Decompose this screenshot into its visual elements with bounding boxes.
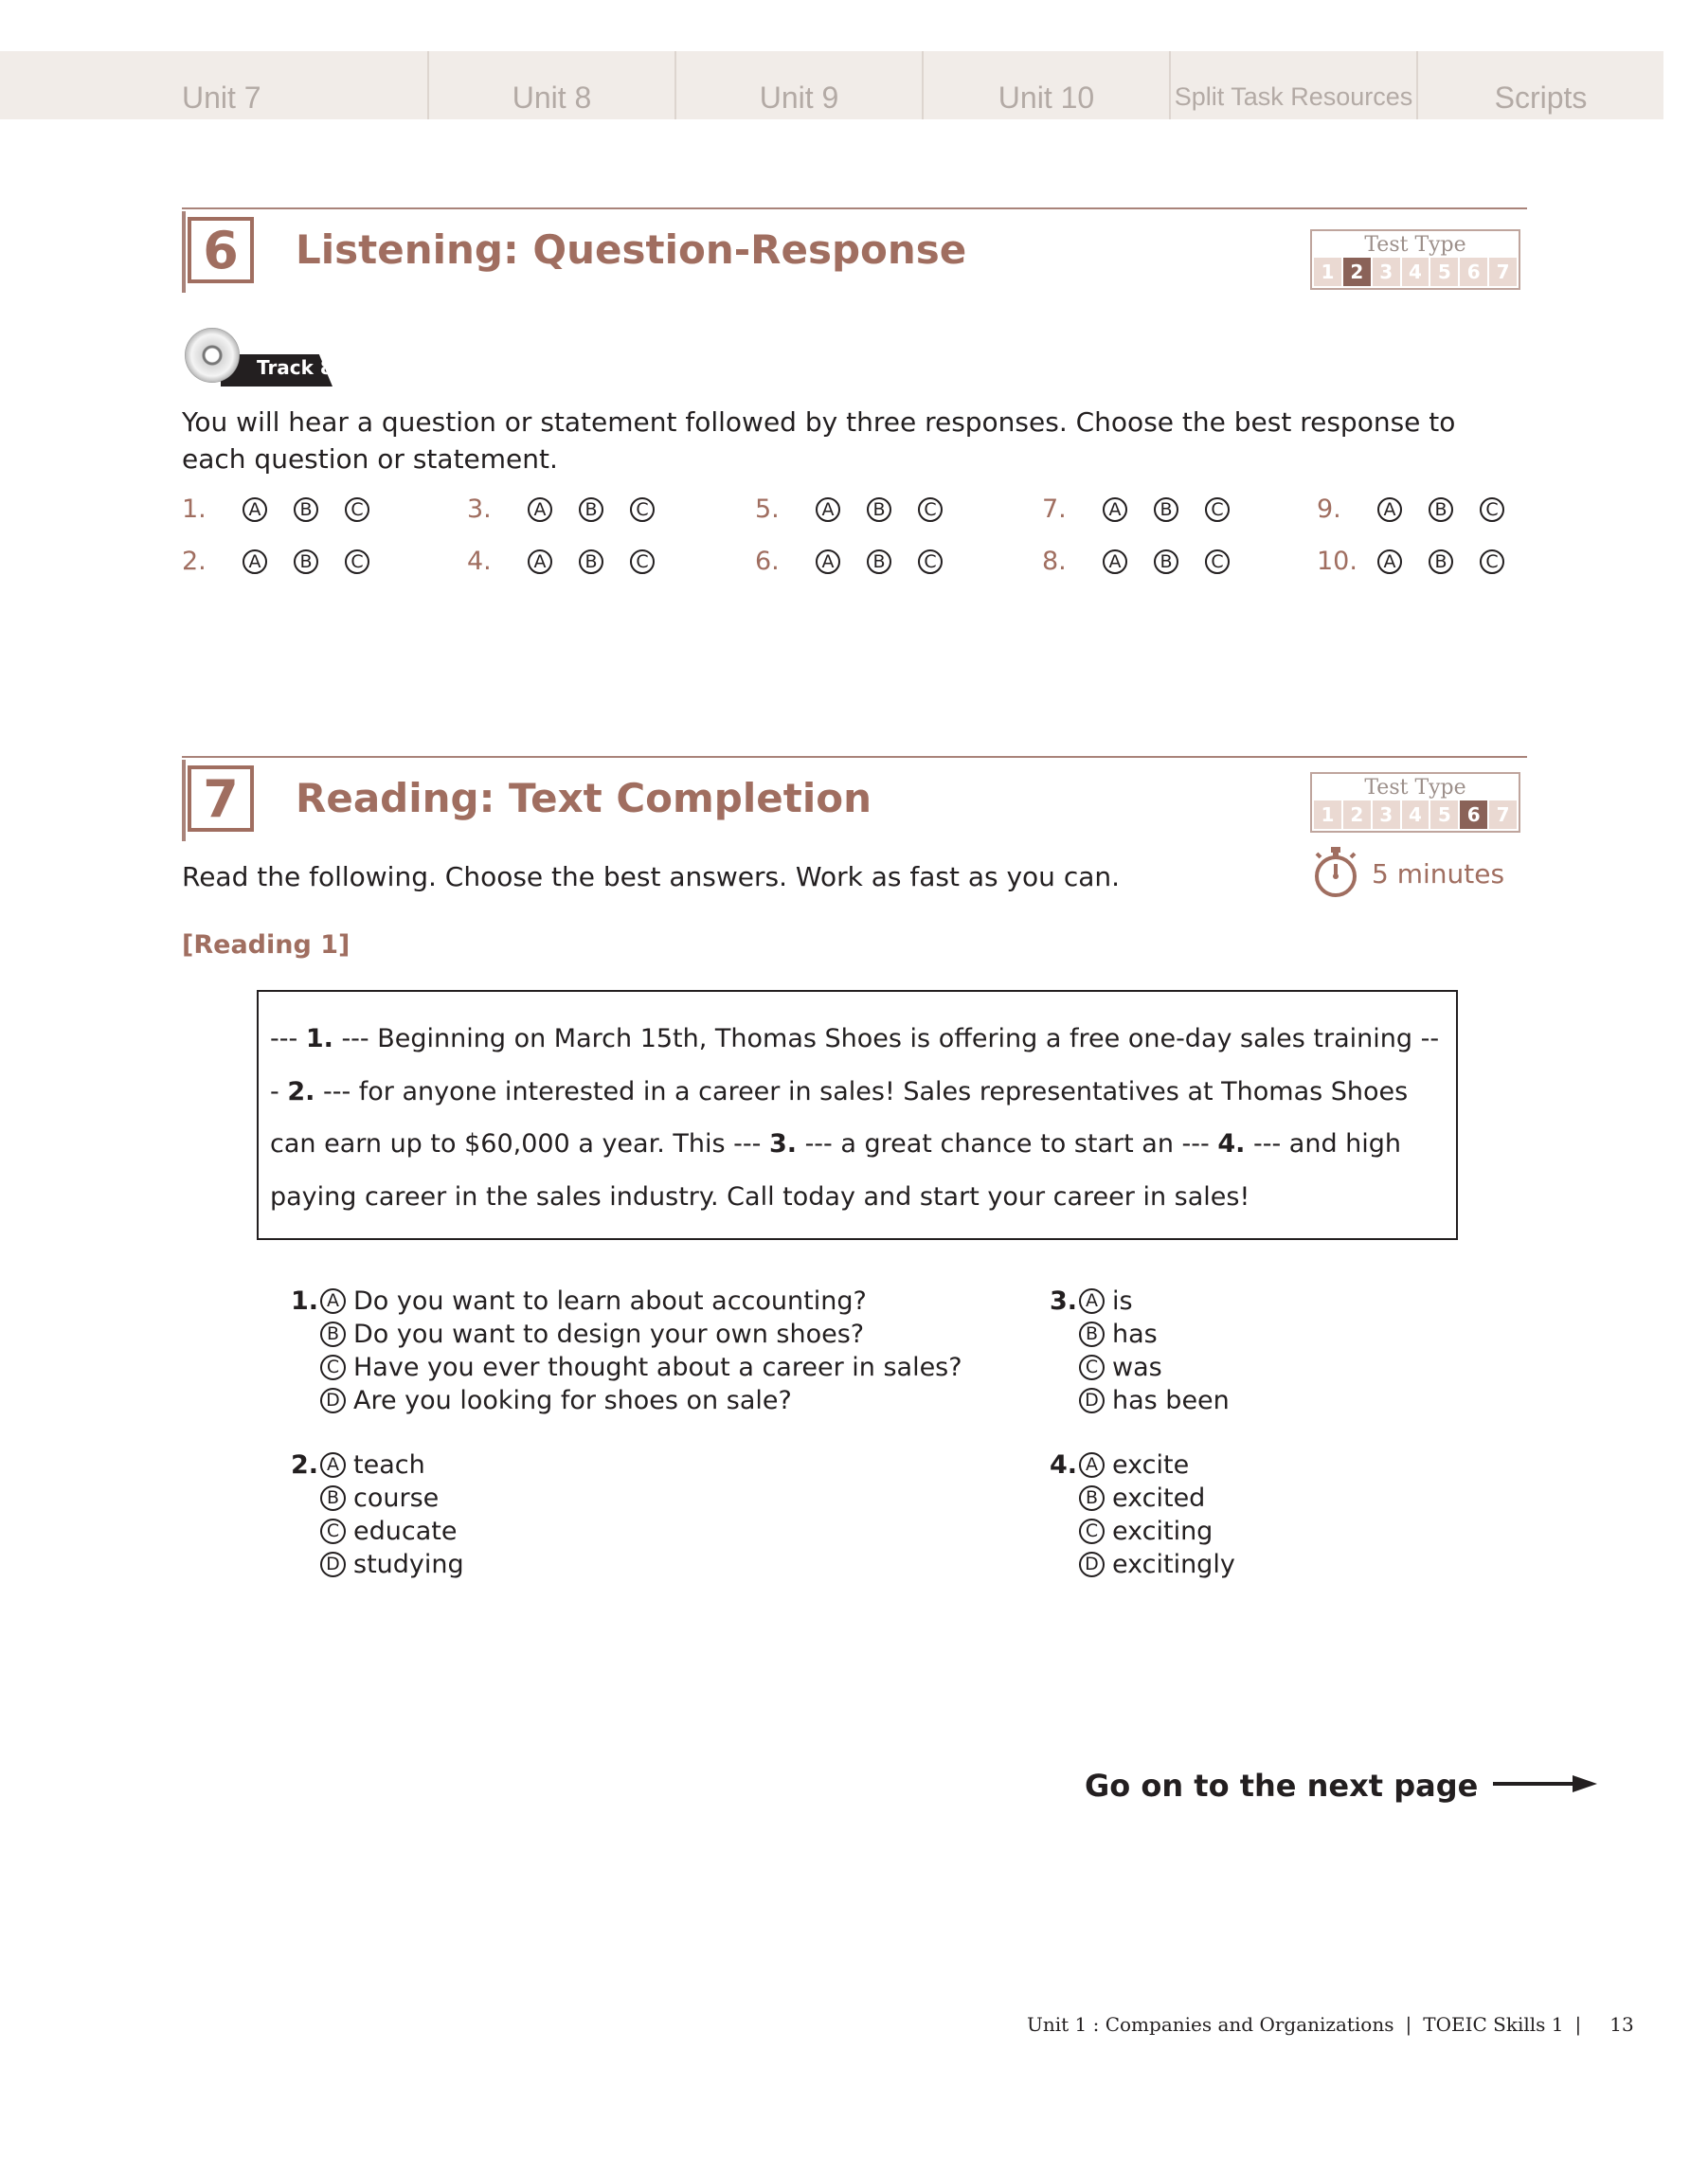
test-type-cells — [1312, 258, 1519, 288]
answer-option[interactable] — [1043, 1448, 1235, 1482]
test-type-cell: 1 — [1314, 258, 1341, 286]
answer-option[interactable] — [1043, 1318, 1230, 1351]
passage-text: --- Beginning on March 15th, Thomas Shoes is offering a free one-day sales training --- — [270, 1024, 1440, 1106]
passage-text: --- — [270, 1024, 306, 1053]
answer-bubble-b[interactable]: B — [867, 497, 891, 522]
listening-instructions: You will hear a question or statement followed by three responses. Choose the best response to each question or statement. — [182, 406, 1456, 475]
option-text: studying — [353, 1550, 464, 1579]
reading-label: [Reading 1] — [182, 930, 351, 960]
blank-1-marker: 1. — [305, 1024, 333, 1053]
answer-bubble-a[interactable]: A — [1377, 549, 1402, 574]
answer-row — [755, 495, 969, 524]
answer-bubble-c[interactable]: C — [1205, 497, 1230, 522]
answer-option[interactable] — [284, 1515, 464, 1548]
answer-bubble-c[interactable]: C — [1480, 497, 1504, 522]
test-type-cell: 2 — [1343, 800, 1371, 829]
page-number: 13 — [1609, 2013, 1634, 2036]
tab-unit-7[interactable]: Unit 7 — [0, 51, 429, 119]
test-type-label: Test Type — [1364, 233, 1466, 257]
answer-number: 1. — [182, 495, 207, 524]
test-type-cell: 1 — [1314, 800, 1341, 829]
option-bubble-d[interactable]: D — [320, 1388, 346, 1413]
answer-number: 6. — [755, 547, 780, 576]
answer-bubble-a[interactable]: A — [243, 497, 267, 522]
option-bubble-d[interactable]: D — [1079, 1552, 1105, 1577]
option-text: was — [1112, 1353, 1162, 1382]
option-text: Do you want to learn about accounting? — [353, 1286, 867, 1316]
unit-tab-bar — [0, 51, 1663, 119]
answer-option[interactable] — [284, 1482, 464, 1515]
test-type-cell: 3 — [1373, 800, 1400, 829]
option-bubble-b[interactable]: B — [320, 1322, 346, 1347]
answer-row — [182, 495, 396, 524]
option-text: excite — [1112, 1450, 1190, 1480]
answer-option[interactable] — [284, 1384, 962, 1417]
section-number-rule — [182, 760, 186, 841]
answer-number: 10. — [1317, 547, 1357, 576]
page-footer — [1027, 2013, 1634, 2036]
section-title: Reading: Text Completion — [296, 775, 872, 821]
option-bubble-d[interactable]: D — [1079, 1388, 1105, 1413]
answer-bubble-b[interactable]: B — [1154, 497, 1178, 522]
answer-number: 7. — [1042, 495, 1067, 524]
option-text: Are you looking for shoes on sale? — [353, 1386, 792, 1415]
test-type-cell: 6 — [1460, 800, 1487, 829]
test-type-indicator — [1310, 229, 1520, 290]
answer-bubble-b[interactable]: B — [579, 549, 603, 574]
section-number: 7 — [188, 765, 254, 832]
option-bubble-b[interactable]: B — [1079, 1322, 1105, 1347]
answer-row — [182, 547, 396, 576]
answer-number: 2. — [182, 547, 207, 576]
answer-option[interactable] — [1043, 1515, 1235, 1548]
passage-text: --- and high paying career in the sales industry. Call today and start your career in sales! — [270, 1129, 1402, 1212]
option-text: exciting — [1112, 1517, 1214, 1546]
tab-split-task-resources[interactable]: Split Task Resources — [1171, 51, 1418, 119]
section-number: 6 — [188, 217, 254, 283]
test-type-cell: 4 — [1402, 258, 1429, 286]
answer-option[interactable] — [284, 1448, 464, 1482]
answer-row — [1317, 495, 1531, 524]
option-bubble-a[interactable]: A — [320, 1452, 346, 1478]
answer-bubble-a[interactable]: A — [528, 497, 552, 522]
section-number-rule — [182, 211, 186, 293]
answer-number: 4. — [467, 547, 492, 576]
answer-option[interactable] — [1043, 1351, 1230, 1384]
answer-bubble-b[interactable]: B — [1429, 497, 1453, 522]
option-text: is — [1112, 1286, 1133, 1316]
answer-bubble-a[interactable]: A — [816, 497, 840, 522]
test-type-label: Test Type — [1364, 776, 1466, 800]
option-bubble-c[interactable]: C — [1079, 1519, 1105, 1544]
answer-option[interactable] — [284, 1548, 464, 1581]
question-number: 1. — [290, 1286, 318, 1316]
answer-bubble-c[interactable]: C — [345, 549, 369, 574]
answer-bubble-c[interactable]: C — [1480, 549, 1504, 574]
question-number: 4. — [1049, 1450, 1077, 1480]
question-number: 3. — [1049, 1286, 1077, 1316]
blank-3-marker: 3. — [768, 1129, 797, 1159]
stopwatch-icon — [1313, 845, 1358, 902]
test-type-cell: 7 — [1489, 800, 1517, 829]
next-page-link[interactable] — [1085, 1768, 1599, 1804]
answer-bubble-b[interactable]: B — [1429, 549, 1453, 574]
question-1 — [284, 1285, 962, 1417]
time-limit — [1313, 845, 1504, 902]
answer-number: 5. — [755, 495, 780, 524]
answer-number: 3. — [467, 495, 492, 524]
option-bubble-d[interactable]: D — [320, 1552, 346, 1577]
answer-option[interactable] — [1043, 1482, 1235, 1515]
option-text: excitingly — [1112, 1550, 1235, 1579]
answer-bubble-a[interactable]: A — [1103, 549, 1127, 574]
answer-bubble-c[interactable]: C — [918, 497, 943, 522]
tab-unit-8[interactable]: Unit 8 — [429, 51, 676, 119]
answer-option[interactable] — [284, 1285, 962, 1318]
option-bubble-a[interactable]: A — [1079, 1452, 1105, 1478]
answer-number: 9. — [1317, 495, 1341, 524]
question-3 — [1043, 1285, 1230, 1417]
answer-bubble-c[interactable]: C — [345, 497, 369, 522]
option-bubble-b[interactable]: B — [1079, 1485, 1105, 1511]
answer-bubble-c[interactable]: C — [630, 497, 655, 522]
reading-passage — [257, 990, 1458, 1240]
section-title: Listening: Question-Response — [296, 226, 967, 273]
test-type-cell: 7 — [1489, 258, 1517, 286]
test-type-cell: 4 — [1402, 800, 1429, 829]
answer-row — [1042, 495, 1256, 524]
question-2 — [284, 1448, 464, 1581]
answer-bubble-a[interactable]: A — [243, 549, 267, 574]
answer-bubble-c[interactable]: C — [1205, 549, 1230, 574]
passage-text: --- for anyone interested in a career in sales! Sales representatives at Thomas Shoes can earn up to $60,000 a year. This --- — [270, 1076, 1409, 1159]
test-type-cell: 5 — [1430, 800, 1458, 829]
answer-row — [467, 495, 681, 524]
answer-row — [1317, 547, 1531, 576]
footer-divider: | — [1405, 2013, 1412, 2036]
footer-book: TOEIC Skills 1 — [1423, 2013, 1564, 2036]
footer-unit: Unit 1 : Companies and Organizations — [1027, 2013, 1394, 2036]
answer-bubble-a[interactable]: A — [816, 549, 840, 574]
arrow-right-icon — [1493, 1774, 1599, 1797]
option-text: has — [1112, 1320, 1158, 1349]
answer-bubble-a[interactable]: A — [1103, 497, 1127, 522]
blank-2-marker: 2. — [287, 1076, 315, 1106]
option-bubble-a[interactable]: A — [320, 1288, 346, 1314]
option-bubble-b[interactable]: B — [320, 1485, 346, 1511]
answer-option[interactable] — [284, 1318, 962, 1351]
answer-row — [467, 547, 681, 576]
test-type-cell: 5 — [1430, 258, 1458, 286]
timer-text: 5 minutes — [1372, 857, 1505, 890]
question-number: 2. — [290, 1450, 318, 1480]
option-bubble-c[interactable]: C — [320, 1519, 346, 1544]
option-text: teach — [353, 1450, 425, 1480]
answer-option[interactable] — [284, 1351, 962, 1384]
track-label: Track 8 — [257, 356, 333, 379]
option-bubble-c[interactable]: C — [1079, 1355, 1105, 1380]
answer-row — [755, 547, 969, 576]
next-page-label: Go on to the next page — [1085, 1768, 1479, 1804]
tab-unit-9[interactable]: Unit 9 — [676, 51, 924, 119]
option-bubble-a[interactable]: A — [1079, 1288, 1105, 1314]
answer-bubble-b[interactable]: B — [294, 549, 318, 574]
answer-bubble-c[interactable]: C — [630, 549, 655, 574]
answer-option[interactable] — [1043, 1548, 1235, 1581]
answer-bubble-b[interactable]: B — [579, 497, 603, 522]
answer-option[interactable] — [1043, 1384, 1230, 1417]
test-type-cells — [1312, 800, 1519, 831]
answer-bubble-b[interactable]: B — [1154, 549, 1178, 574]
test-type-cell: 2 — [1343, 258, 1371, 286]
audio-track-badge[interactable] — [183, 328, 339, 388]
test-type-indicator — [1310, 772, 1520, 833]
question-4 — [1043, 1448, 1235, 1581]
test-type-cell: 6 — [1460, 258, 1487, 286]
answer-bubble-c[interactable]: C — [918, 549, 943, 574]
answer-bubble-a[interactable]: A — [528, 549, 552, 574]
option-text: course — [353, 1484, 440, 1513]
option-text: Have you ever thought about a career in sales? — [353, 1353, 962, 1382]
option-bubble-c[interactable]: C — [320, 1355, 346, 1380]
answer-number: 8. — [1042, 547, 1067, 576]
cd-icon — [185, 328, 240, 383]
answer-bubble-a[interactable]: A — [1377, 497, 1402, 522]
footer-divider: | — [1574, 2013, 1582, 2036]
test-type-cell: 3 — [1373, 258, 1400, 286]
option-text: excited — [1112, 1484, 1206, 1513]
answer-option[interactable] — [1043, 1285, 1230, 1318]
tab-unit-10[interactable]: Unit 10 — [924, 51, 1171, 119]
option-text: has been — [1112, 1386, 1230, 1415]
answer-row — [1042, 547, 1256, 576]
answer-bubble-b[interactable]: B — [867, 549, 891, 574]
blank-4-marker: 4. — [1217, 1129, 1246, 1159]
tab-scripts[interactable]: Scripts — [1494, 81, 1588, 115]
passage-text: --- a great chance to start an --- — [796, 1129, 1218, 1159]
option-text: Do you want to design your own shoes? — [353, 1320, 865, 1349]
answer-bubble-b[interactable]: B — [294, 497, 318, 522]
option-text: educate — [353, 1517, 458, 1546]
reading-instructions: Read the following. Choose the best answers. Work as fast as you can. — [182, 861, 1121, 892]
